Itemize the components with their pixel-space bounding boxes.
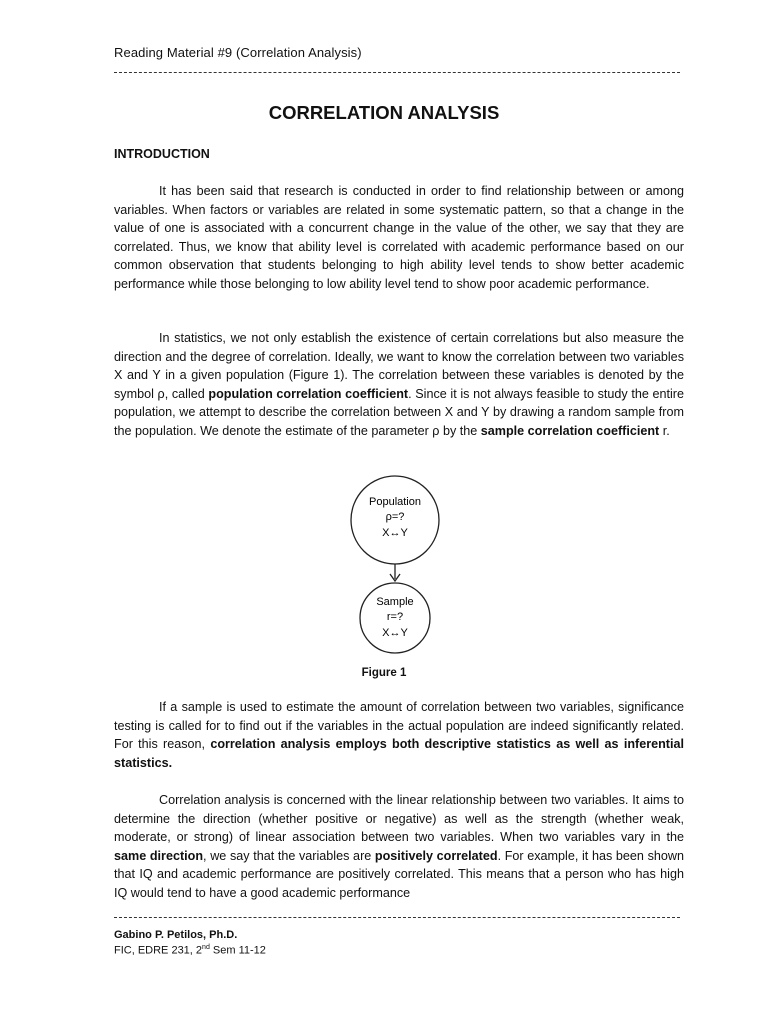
- paragraph-3: [114, 698, 684, 772]
- footer-author: Gabino P. Petilos, Ph.D.: [114, 929, 238, 941]
- paragraph-2: [114, 329, 684, 441]
- running-header: Reading Material #9 (Correlation Analysis): [114, 45, 362, 60]
- population-label: Population: [369, 496, 421, 508]
- footer-course-info: [114, 944, 266, 957]
- paragraph-3-bold-statement: correlation analysis employs both descriptive statistics as well as inferential statistics.: [114, 737, 684, 770]
- footer-divider: [114, 917, 680, 918]
- paragraph-2-bold-term-1: population correlation coefficient: [208, 386, 409, 401]
- paragraph-1: It has been said that research is conducted in order to find relationship between or among variables. When factors or variables are related in some systematic pattern, so that a change in the value of one is associated with a concurrent change in the value of the other, we say that they are correlated. Thus, we know that ability level is correlated with academic performance based on our common observation that students belonging to high ability level tends to show better academic performance while those belonging to low ability level tend to show poor academic performance.: [114, 184, 684, 291]
- footer-course-prefix: FIC, EDRE 231, 2: [114, 944, 203, 957]
- population-relation: X↔Y: [382, 527, 408, 539]
- paragraph-3-text-a: If a sample is used to estimate the amount of correlation between two variables, significance testing is called for to find out if the variables in the actual population are indeed significantly related. For this reason,: [114, 700, 684, 752]
- sample-label: Sample: [376, 596, 414, 608]
- page-title: CORRELATION ANALYSIS: [268, 102, 500, 123]
- paragraph-2-text-a: In statistics, we not only establish the existence of certain correlations but also measure the direction and the degree of correlation. Ideally, we want to know the correlation between two variables X and Y in a given population (Figure 1). The correlation between these variables is denoted by the symbol ρ, called: [114, 331, 684, 401]
- header-divider: [114, 72, 680, 73]
- paragraph-4-bold-term-2: positively correlated: [374, 848, 498, 863]
- figure-1-diagram: [330, 475, 460, 660]
- paragraph-4-text-e: . For example, it has been shown that IQ and academic performance are positively correlated. This means that a person who has high IQ would tend to have a good academic performance: [114, 848, 684, 900]
- footer-course-suffix: Sem 11-12: [209, 944, 266, 957]
- section-heading: INTRODUCTION: [114, 147, 210, 161]
- footer-course-superscript: nd: [202, 944, 210, 951]
- paragraph-2-text-c: . Since it is not always feasible to study the entire population, we attempt to describe the correlation between X and Y by drawing a random sample from the population. We denote the estimate of the parameter ρ by the: [114, 386, 684, 438]
- population-sample-diagram: [330, 475, 460, 660]
- paragraph-4-bold-term-1: same direction: [114, 848, 204, 863]
- paragraph-2-bold-term-2: sample correlation coefficient: [480, 423, 660, 438]
- population-parameter: ρ=?: [385, 511, 405, 523]
- paragraph-4-text-c: , we say that the variables are: [203, 848, 375, 863]
- paragraph-4: [114, 791, 684, 903]
- figure-caption: Figure 1: [361, 667, 407, 679]
- paragraph-4-text-a: Correlation analysis is concerned with the linear relationship between two variables. It aims to determine the direction (whether positive or negative) as well as the strength (whether weak, moderate, or strong) of linear association between two variables. When two variables vary in the: [114, 793, 684, 845]
- sample-relation: X↔Y: [382, 627, 408, 639]
- paragraph-2-text-e: r.: [659, 423, 670, 438]
- sample-parameter: r=?: [386, 611, 404, 623]
